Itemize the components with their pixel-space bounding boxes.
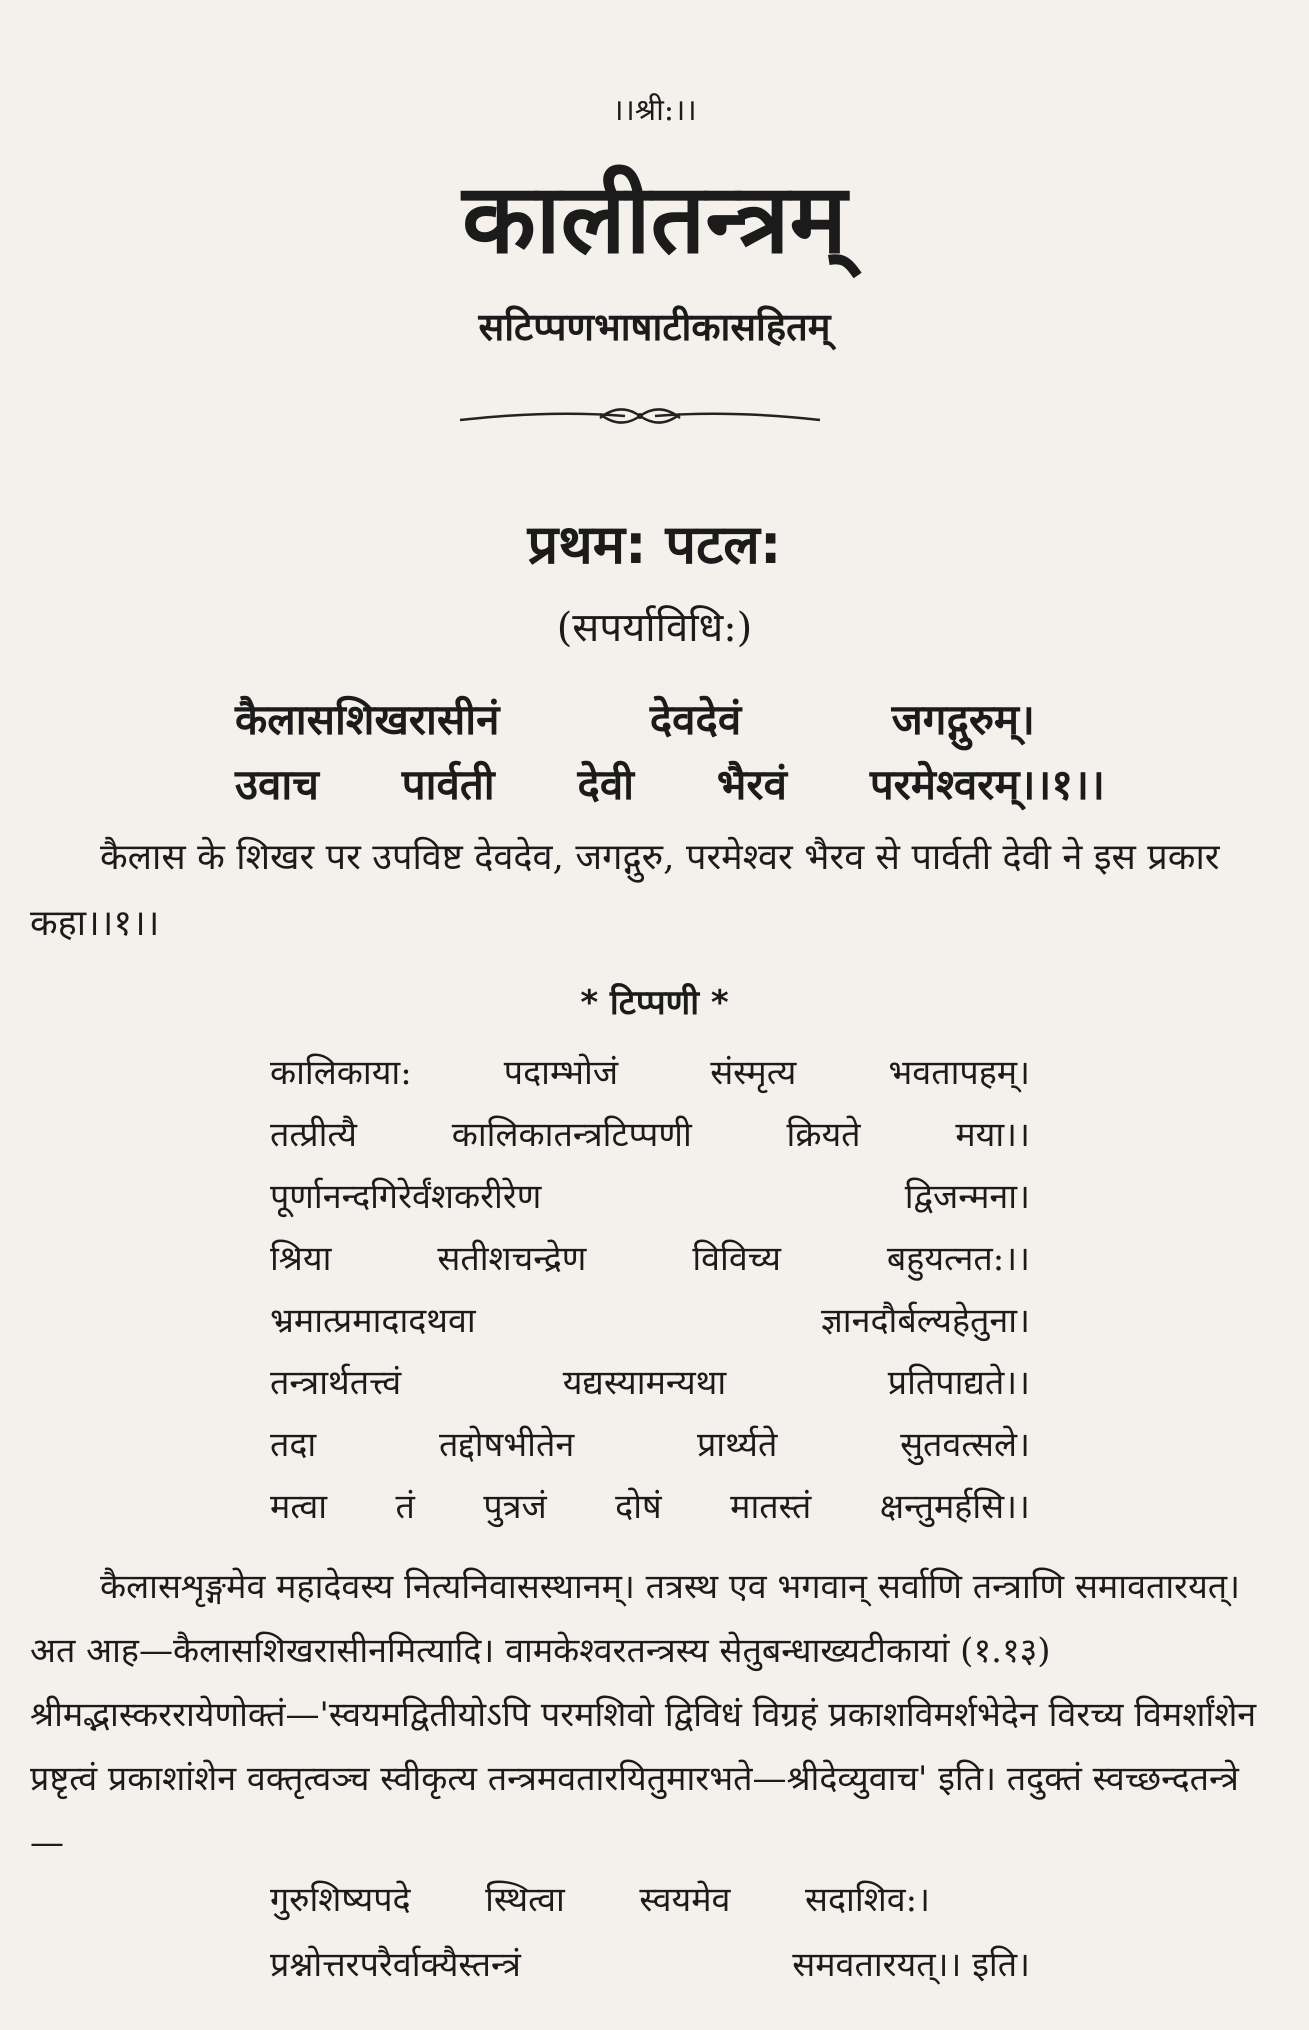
tippani-line: [270, 1296, 1030, 1342]
sloka-word: संस्मृत्य: [710, 1053, 797, 1093]
tippani-line: [270, 1358, 1030, 1404]
sloka-word: तन्त्रार्थतत्त्वं: [270, 1363, 402, 1403]
verse-word: देवी: [577, 760, 635, 809]
quote-word: गुरुशिष्यपदे: [270, 1880, 411, 1920]
sloka-word: प्रार्थ्यते: [696, 1425, 778, 1465]
commentary-paragraph: कैलासशृङ्गमेव महादेवस्य नित्यनिवासस्थानम्। तत्रस्थ एव भगवान् सर्वाणि तन्त्राणि समावतारयत्। अत आह—कैलासशिखरासीनमित्यादि। वामकेश्वरतन्त्रस्य सेतुबन्धाख्यटीकायां (१.१३) श्रीमद्भास्कररायेणोक्तं—'स्वयमद्वितीयोऽपि परमशिवो द्विविधं विग्रहं प्रकाशविमर्शभेदेन विरच्य विमर्शांशेन प्रष्टृत्वं प्रकाशांशेन वक्तृत्वञ्च स्वीकृत्य तन्त्रमवतारयितुमारभते—श्रीदेव्युवाच' इति। तदुक्तं स्वच्छन्दतन्त्रे—: [30, 1567, 1257, 1863]
sloka-word: तदा: [270, 1425, 317, 1465]
tippani-line: [270, 1110, 1030, 1156]
tippani-heading: * टिप्पणी *: [580, 983, 729, 1023]
verse-line-1: [235, 690, 1035, 747]
invocation: ।।श्री:।।: [612, 93, 697, 128]
sloka-word: तत्प्रीत्यै: [270, 1115, 357, 1155]
verse-word: उवाच: [235, 760, 319, 809]
sloka-word: तं: [395, 1487, 415, 1527]
sloka-word: क्षन्तुमर्हसि।।: [879, 1487, 1030, 1527]
sloka-word: श्रिया: [270, 1239, 332, 1279]
book-title: कालीतन्त्रम्: [462, 163, 847, 275]
quote-word: स्थित्वा: [485, 1880, 565, 1920]
sloka-word: क्रियते: [786, 1115, 861, 1155]
verse-line-2: [235, 755, 1105, 812]
sloka-word: यद्यस्यामन्यथा: [562, 1363, 727, 1403]
tippani-line: [270, 1234, 1030, 1280]
verse-word: देवदेवं: [649, 695, 742, 744]
tippani-line: [270, 1048, 1030, 1094]
tippani-line: [270, 1482, 1030, 1528]
sloka-word: बहुयत्नत:।।: [886, 1239, 1030, 1279]
sloka-word: प्रतिपाद्यते।।: [887, 1363, 1030, 1403]
quote-word: समवतारयत्।। इति।: [792, 1945, 1030, 1985]
sloka-word: पदाम्भोजं: [503, 1053, 619, 1093]
quote-word: प्रश्नोत्तरपरैर्वाक्यैस्तन्त्रं: [270, 1945, 521, 1985]
sloka-word: तद्दोषभीतेन: [438, 1425, 575, 1465]
sloka-word: सुतवत्सले।: [900, 1425, 1030, 1465]
sloka-word: कालिकातन्त्रटिप्पणी: [451, 1115, 692, 1155]
sloka-word: ज्ञानदौर्बल्यहेतुना।: [821, 1301, 1030, 1341]
sloka-word: मया।।: [955, 1115, 1030, 1155]
verse-word: भैरवं: [716, 760, 787, 809]
sloka-word: पुत्रजं: [483, 1487, 547, 1527]
quote-line-2: [270, 1940, 1030, 1986]
tippani-line: [270, 1172, 1030, 1218]
sloka-word: पूर्णानन्दगिरेर्वंशकरीरेण: [270, 1177, 542, 1217]
tippani-line: [270, 1420, 1030, 1466]
quote-line-1: [270, 1875, 930, 1921]
sloka-word: मत्वा: [270, 1487, 328, 1527]
verse-word: जगद्गुरुम्।: [891, 695, 1035, 744]
sloka-word: भवतापहम्।: [888, 1053, 1030, 1093]
sloka-word: भ्रमात्प्रमादादथवा: [270, 1301, 476, 1341]
ornament-divider-icon: [450, 398, 830, 434]
sloka-word: मातस्तं: [730, 1487, 812, 1527]
quote-word: सदाशिव:।: [804, 1880, 930, 1920]
sloka-word: द्विजन्मना।: [904, 1177, 1030, 1217]
quote-word: स्वयमेव: [639, 1880, 731, 1920]
verse-word: कैलासशिखरासीनं: [235, 695, 500, 744]
sloka-word: विविच्य: [692, 1239, 781, 1279]
book-subtitle: सटिप्पणभाषाटीकासहितम्: [478, 305, 831, 349]
translation-paragraph: कैलास के शिखर पर उपविष्ट देवदेव, जगद्गुरु, परमेश्वर भैरव से पार्वती देवी ने इस प्रकार कहा।।१।।: [30, 837, 1220, 944]
verse-word: पार्वती: [401, 760, 495, 809]
chapter-title: प्रथम: पटल:: [527, 513, 782, 576]
sloka-word: सतीशचन्द्रेण: [437, 1239, 587, 1279]
sloka-word: कालिकाया:: [270, 1053, 412, 1093]
chapter-subtitle: (सपर्याविधि:): [556, 605, 753, 651]
sloka-word: दोषं: [615, 1487, 662, 1527]
verse-word: परमेश्वरम्।।१।।: [869, 760, 1105, 809]
